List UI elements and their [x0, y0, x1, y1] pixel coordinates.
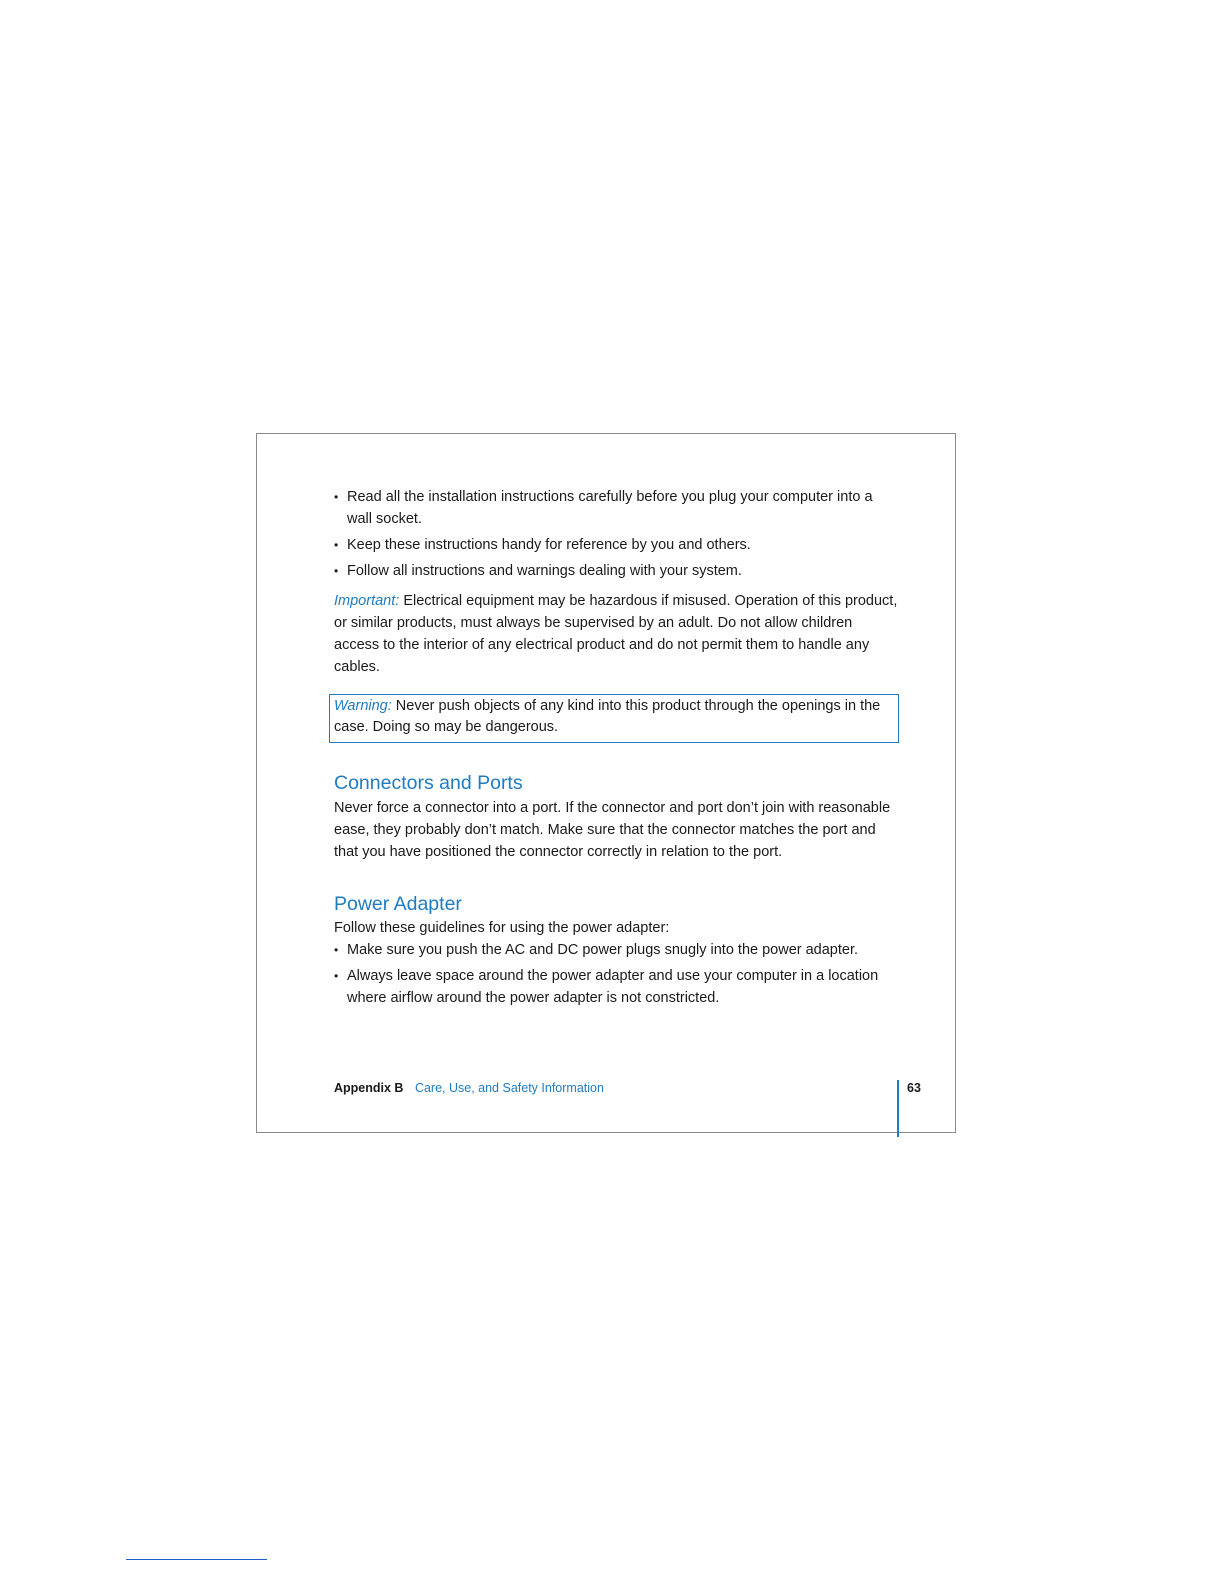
important-label: Important:	[334, 593, 400, 609]
installation-bullet-list	[334, 486, 899, 582]
list-item: • Keep these instructions handy for reference by you and others.	[334, 534, 899, 556]
footer-section-title: Care, Use, and Safety Information	[414, 1081, 604, 1095]
power-adapter-section	[334, 917, 899, 1013]
list-item: • Read all the installation instructions carefully before you plug your computer into a wall socket.	[334, 486, 899, 530]
power-adapter-intro: Follow these guidelines for using the power adapter:	[334, 920, 670, 936]
power-adapter-bullet-list	[334, 939, 899, 1009]
list-item: • Follow all instructions and warnings dealing with your system.	[334, 560, 899, 582]
page-footer	[334, 1081, 604, 1095]
footer-appendix-label: Appendix B	[334, 1081, 404, 1095]
footer-divider	[897, 1080, 899, 1137]
connectors-heading: Connectors and Ports	[334, 772, 523, 794]
list-item: • Make sure you push the AC and DC power plugs snugly into the power adapter.	[334, 939, 899, 961]
list-item: • Always leave space around the power adapter and use your computer in a location where airflow around the power adapter is not constricted.	[334, 965, 899, 1009]
page-content	[334, 486, 899, 678]
link-underline	[126, 1559, 267, 1560]
warning-box	[329, 694, 899, 743]
warning-label: Warning:	[334, 698, 392, 714]
power-adapter-heading: Power Adapter	[334, 893, 462, 915]
connectors-section	[334, 797, 899, 863]
warning-text: Never push objects of any kind into this product through the openings in the case. Doing so may be dangerous.	[334, 698, 881, 735]
page-number: 63	[907, 1081, 921, 1095]
important-note	[334, 590, 899, 678]
connectors-text: Never force a connector into a port. If the connector and port don’t join with reasonable ease, they probably don’t match. Make sure that the connector matches the port and that you have positioned the connector correctly in relation to the port.	[334, 800, 891, 860]
important-text: Electrical equipment may be hazardous if misused. Operation of this product, or similar products, must always be supervised by an adult. Do not allow children access to the interior of any electrical product and do not permit them to handle any cables.	[334, 593, 898, 675]
